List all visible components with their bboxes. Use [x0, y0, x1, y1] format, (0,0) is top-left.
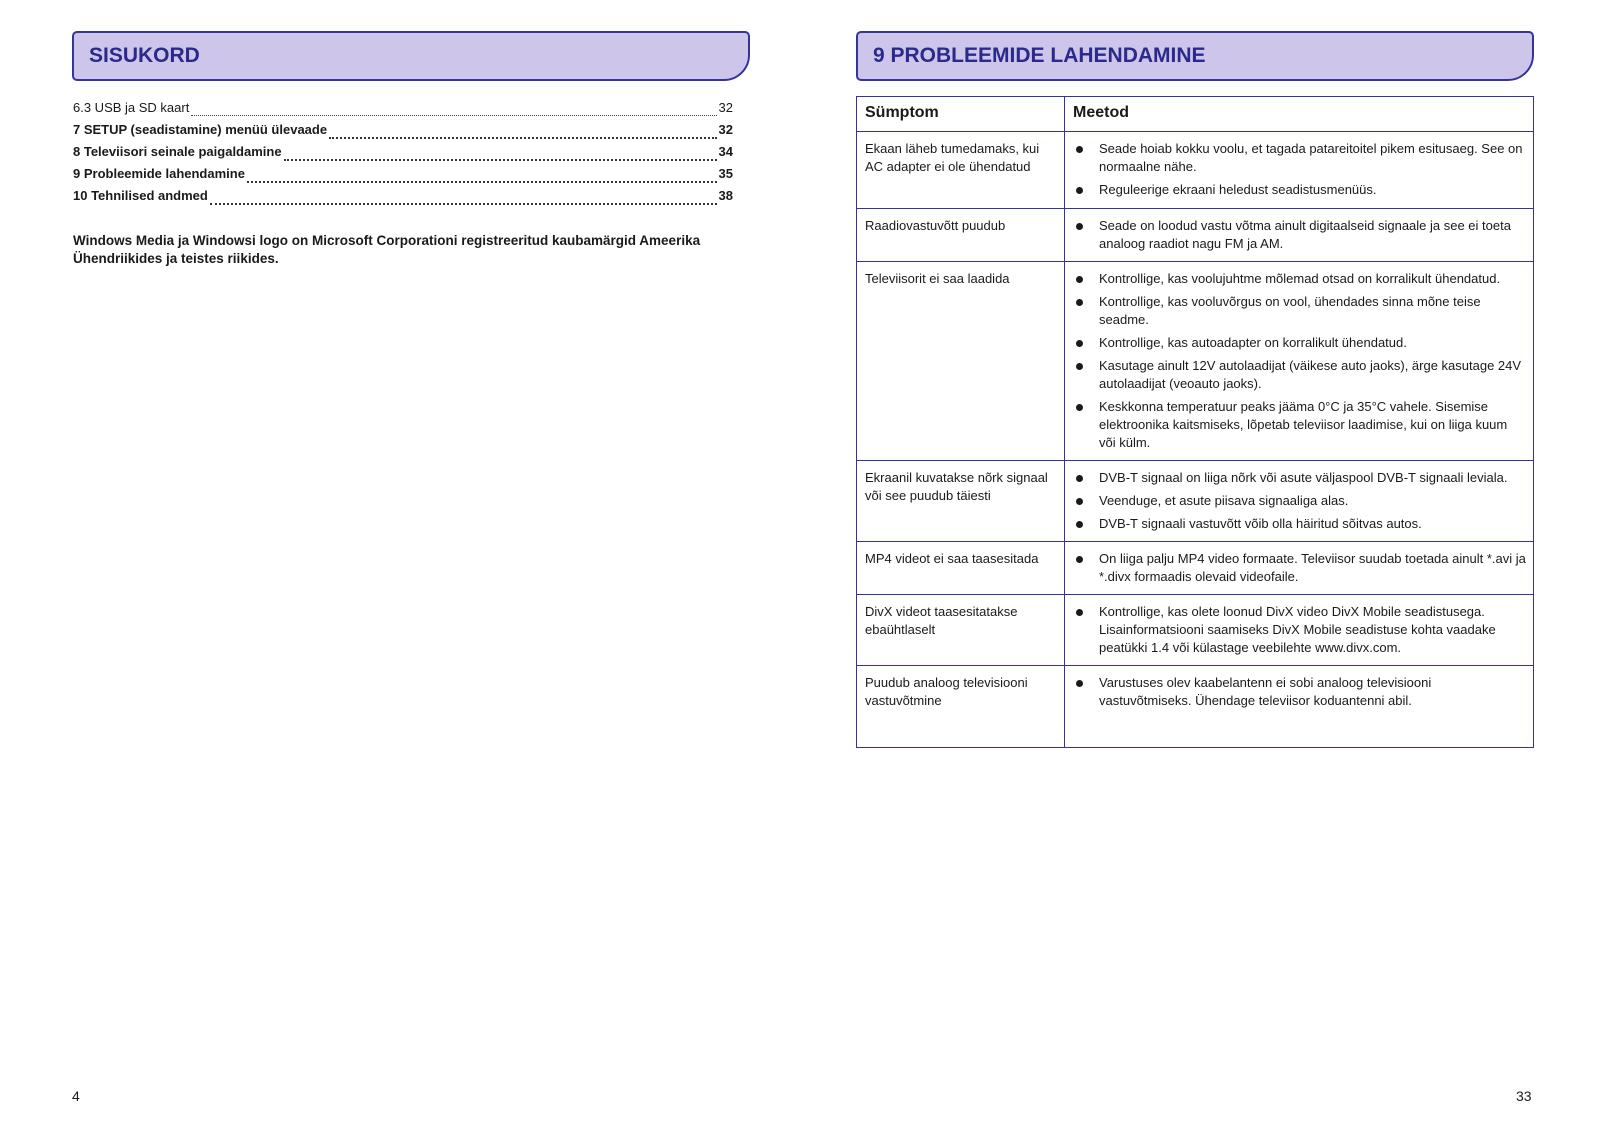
table-header-row [857, 97, 1534, 132]
table-row [857, 542, 1534, 595]
method-list [1073, 603, 1527, 657]
toc-entry-label: 10 Tehnilised andmed [73, 188, 208, 203]
method-item: DVB-T signaal on liiga nõrk või asute väljaspool DVB-T signaali leviala. [1073, 469, 1527, 487]
toc-entry[interactable] [73, 119, 733, 141]
method-item: Kontrollige, kas vooluvõrgus on vool, ühendades sinna mõne teise seadme. [1073, 293, 1527, 329]
toc-leader-dots [247, 167, 717, 183]
toc-entry-label: 8 Televiisori seinale paigaldamine [73, 144, 282, 159]
method-column-header: Meetod [1065, 97, 1534, 132]
methods-cell [1065, 461, 1534, 542]
page-number-right: 33 [1516, 1088, 1532, 1104]
symptom-cell: Televiisorit ei saa laadida [857, 262, 1065, 461]
toc-entry-label: 7 SETUP (seadistamine) menüü ülevaade [73, 122, 328, 137]
troubleshooting-table [856, 96, 1534, 748]
method-item: Kontrollige, kas olete loonud DivX video DivX Mobile seadistusega. Lisainformatsiooni saamiseks DivX Mobile seadistuse kohta vaadake peatükki 1.4 või külastage veebilehte www.divx.com. [1073, 603, 1527, 657]
method-item: Veenduge, et asute piisava signaaliga alas. [1073, 492, 1527, 510]
toc-leader-dots [191, 101, 716, 116]
table-row [857, 461, 1534, 542]
toc-entry-page: 34 [718, 144, 733, 159]
method-item: Kontrollige, kas voolujuhtme mõlemad otsad on korralikult ühendatud. [1073, 270, 1527, 288]
toc-title: SISUKORD [89, 44, 200, 67]
trademark-notice: Windows Media ja Windowsi logo on Microsoft Corporationi registreeritud kaubamärgid Ameerika Ühendriikides ja teistes riikides. [73, 233, 701, 266]
method-list [1073, 270, 1527, 452]
table-of-contents [73, 97, 733, 207]
toc-leader-dots [329, 123, 716, 139]
toc-entry[interactable] [73, 141, 733, 163]
toc-leader-dots [210, 189, 717, 205]
method-item: Varustuses olev kaabelantenn ei sobi analoog televisiooni vastuvõtmiseks. Ühendage televiisor koduantenni abil. [1073, 674, 1527, 710]
symptom-cell: Raadiovastuvõtt puudub [857, 209, 1065, 262]
method-item: Reguleerige ekraani heledust seadistusmenüüs. [1073, 181, 1527, 199]
method-list [1073, 217, 1527, 253]
toc-entry-page: 32 [718, 122, 733, 137]
toc-entry-label: 9 Probleemide lahendamine [73, 166, 245, 181]
method-list [1073, 674, 1527, 710]
toc-entry-label: 6.3 USB ja SD kaart [73, 100, 190, 115]
toc-entry[interactable] [73, 97, 733, 119]
right-page [800, 0, 1600, 1131]
toc-entry[interactable] [73, 163, 733, 185]
toc-leader-dots [284, 145, 717, 161]
symptom-cell: MP4 videot ei saa taasesitada [857, 542, 1065, 595]
table-row [857, 209, 1534, 262]
toc-entry-page: 38 [718, 188, 733, 203]
method-list [1073, 469, 1527, 533]
methods-cell [1065, 132, 1534, 209]
toc-entry-page: 32 [718, 100, 733, 115]
symptom-cell: Ekaan läheb tumedamaks, kui AC adapter ei ole ühendatud [857, 132, 1065, 209]
method-item: DVB-T signaali vastuvõtt võib olla häiritud sõitvas autos. [1073, 515, 1527, 533]
table-row [857, 666, 1534, 748]
method-item: Kontrollige, kas autoadapter on korralikult ühendatud. [1073, 334, 1527, 352]
toc-entry[interactable] [73, 185, 733, 207]
symptom-cell: Puudub analoog televisiooni vastuvõtmine [857, 666, 1065, 748]
method-item: On liiga palju MP4 video formaate. Televiisor suudab toetada ainult *.avi ja *.divx formaadis olevaid videofaile. [1073, 550, 1527, 586]
method-list [1073, 550, 1527, 586]
toc-header [72, 31, 750, 81]
troubleshooting-title: 9 PROBLEEMIDE LAHENDAMINE [873, 44, 1206, 67]
method-item: Seade hoiab kokku voolu, et tagada patareitoitel pikem esitusaeg. See on normaalne nähe. [1073, 140, 1527, 176]
methods-cell [1065, 209, 1534, 262]
method-list [1073, 140, 1527, 199]
symptom-cell: DivX videot taasesitatakse ebaühtlaselt [857, 595, 1065, 666]
page-number-left: 4 [72, 1088, 80, 1104]
table-row [857, 132, 1534, 209]
troubleshooting-header [856, 31, 1534, 81]
toc-entry-page: 35 [718, 166, 733, 181]
method-item: Kasutage ainult 12V autolaadijat (väikese auto jaoks), ärge kasutage 24V autolaadijat (veoauto jaoks). [1073, 357, 1527, 393]
methods-cell [1065, 595, 1534, 666]
methods-cell [1065, 262, 1534, 461]
symptom-column-header: Sümptom [857, 97, 1065, 132]
symptom-cell: Ekraanil kuvatakse nõrk signaal või see puudub täiesti [857, 461, 1065, 542]
table-row [857, 262, 1534, 461]
method-item: Keskkonna temperatuur peaks jääma 0°C ja 35°C vahele. Sisemise elektroonika kaitsmiseks, lõpetab televiisor laadimise, kui on liiga kuum või külm. [1073, 398, 1527, 452]
table-row [857, 595, 1534, 666]
method-item: Seade on loodud vastu võtma ainult digitaalseid signaale ja see ei toeta analoog raadiot nagu FM ja AM. [1073, 217, 1527, 253]
methods-cell [1065, 666, 1534, 748]
methods-cell [1065, 542, 1534, 595]
